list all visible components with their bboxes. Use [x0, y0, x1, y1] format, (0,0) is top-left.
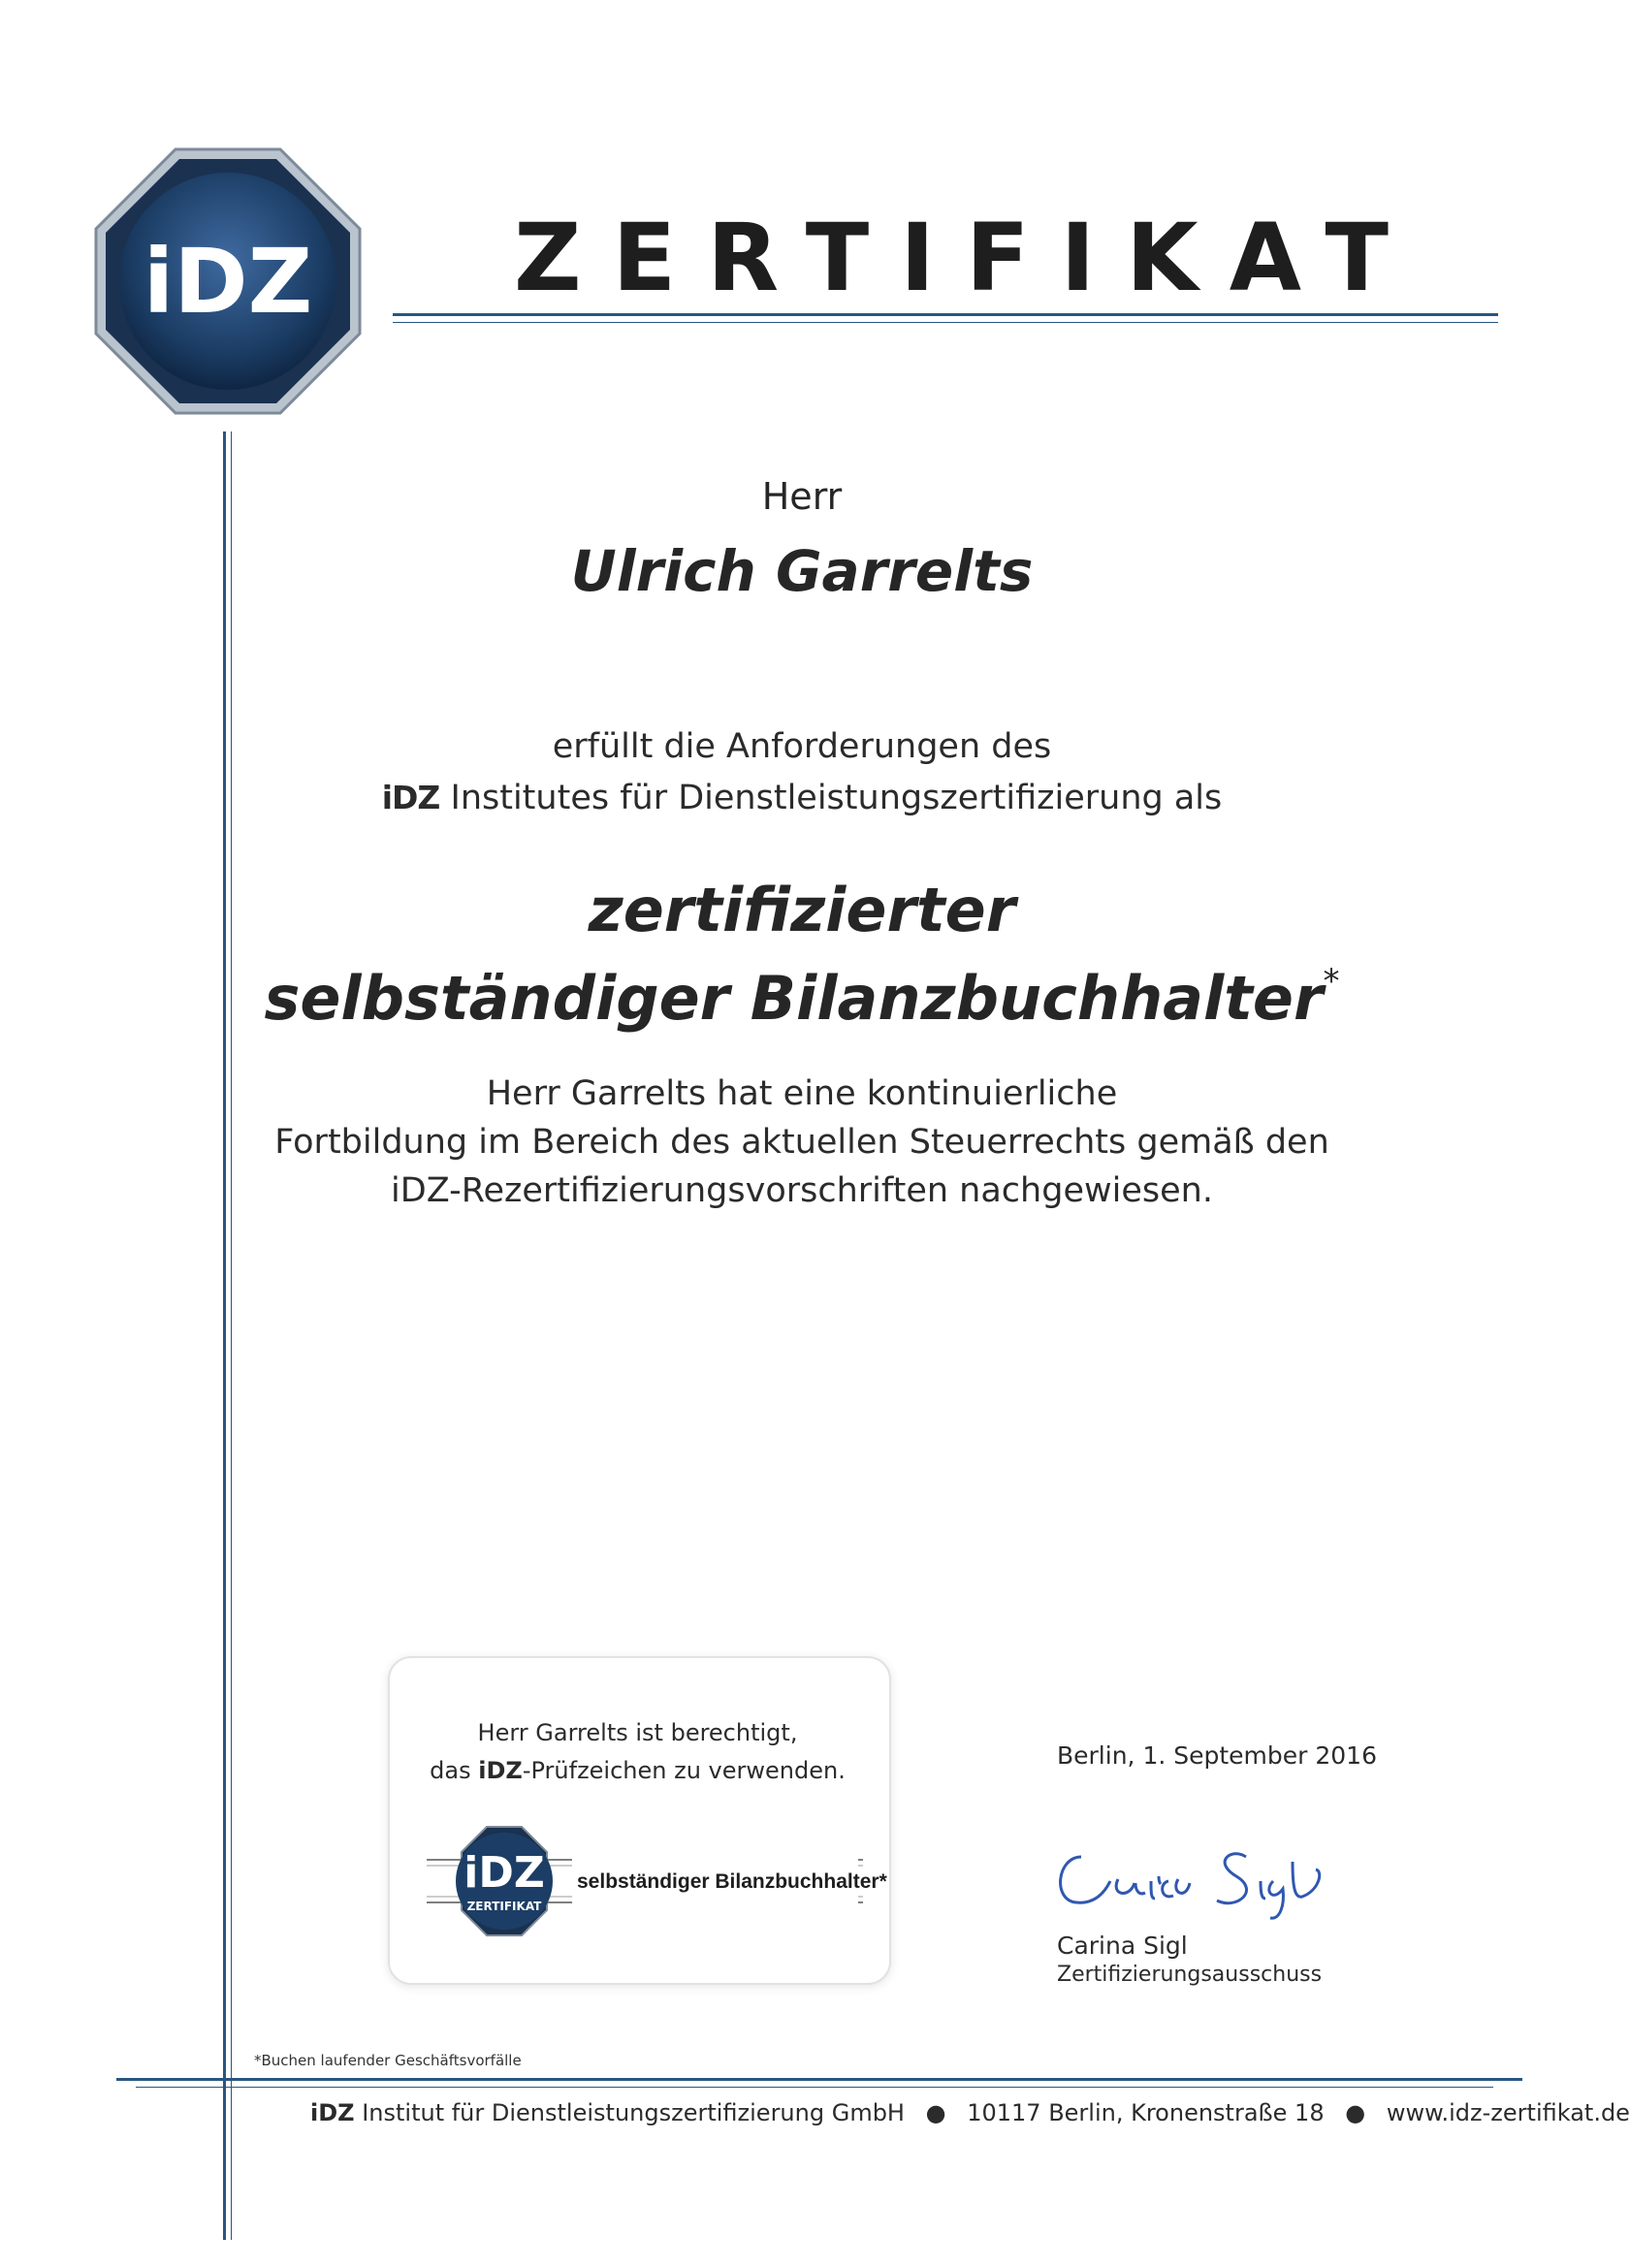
footer-rule-thin	[136, 2087, 1493, 2088]
signer-name: Carina Sigl	[1057, 1932, 1188, 1960]
certification-title-text: selbständiger Bilanzbuchhalter	[264, 963, 1324, 1034]
footer-web: www.idz-zertifikat.de	[1386, 2099, 1630, 2126]
footer-brand: iDZ	[310, 2099, 355, 2126]
footer-rule	[116, 2078, 1522, 2081]
salutation: Herr	[761, 475, 843, 518]
badge-sub-text: ZERTIFIKAT	[466, 1900, 542, 1913]
seal-brand: iDZ	[478, 1757, 523, 1784]
certification-title-line-1: zertifizierter	[588, 875, 1016, 945]
title-rule	[393, 313, 1498, 316]
bullet-icon: ●	[1345, 2099, 1366, 2126]
logo-text: iDZ	[143, 230, 313, 334]
date-line: Berlin, 1. September 2016	[1057, 1741, 1377, 1770]
seal-text-line-2	[388, 1757, 887, 1784]
badge-label: selbständiger Bilanzbuchhalter*	[577, 1870, 887, 1893]
intro-brand: iDZ	[381, 779, 440, 816]
seal-text-post: -Prüfzeichen zu verwenden.	[522, 1757, 846, 1784]
idz-seal-badge	[427, 1823, 887, 1939]
intro-line-1: erfüllt die Anforderungen des	[552, 727, 1052, 766]
left-vertical-rule	[223, 431, 226, 2240]
footer-line	[310, 2099, 1630, 2126]
certificate-title: ZERTIFIKAT	[514, 204, 1421, 312]
recipient-name: Ulrich Garrelts	[570, 538, 1034, 604]
signature	[1042, 1823, 1372, 1930]
seal-text-pre: das	[430, 1757, 471, 1784]
seal-text-line-1: Herr Garrelts ist berechtigt,	[477, 1719, 798, 1746]
footer-address: 10117 Berlin, Kronenstraße 18	[967, 2099, 1325, 2126]
idz-logo	[92, 145, 364, 417]
body-line-3: iDZ-Rezertifizierungsvorschriften nachgewiesen.	[391, 1171, 1213, 1210]
certification-title-line-2	[0, 962, 1604, 1034]
badge-logo-text: iDZ	[463, 1848, 545, 1898]
footnote: *Buchen laufender Geschäftsvorfälle	[254, 2052, 522, 2069]
footer-org: Institut für Dienstleistungszertifizierung GmbH	[362, 2099, 905, 2126]
title-rule-thin	[393, 322, 1498, 323]
signer-role: Zertifizierungsausschuss	[1057, 1963, 1323, 1987]
left-vertical-rule-thin	[231, 431, 232, 2240]
certification-asterisk: *	[1323, 962, 1340, 1001]
intro-line-2	[0, 779, 1604, 817]
body-line-1: Herr Garrelts hat eine kontinuierliche	[486, 1074, 1118, 1113]
intro-line-2-text: Institutes für Dienstleistungszertifizierung als	[450, 779, 1223, 817]
body-line-2: Fortbildung im Bereich des aktuellen Steuerrechts gemäß den	[274, 1123, 1329, 1162]
bullet-icon: ●	[925, 2099, 946, 2126]
